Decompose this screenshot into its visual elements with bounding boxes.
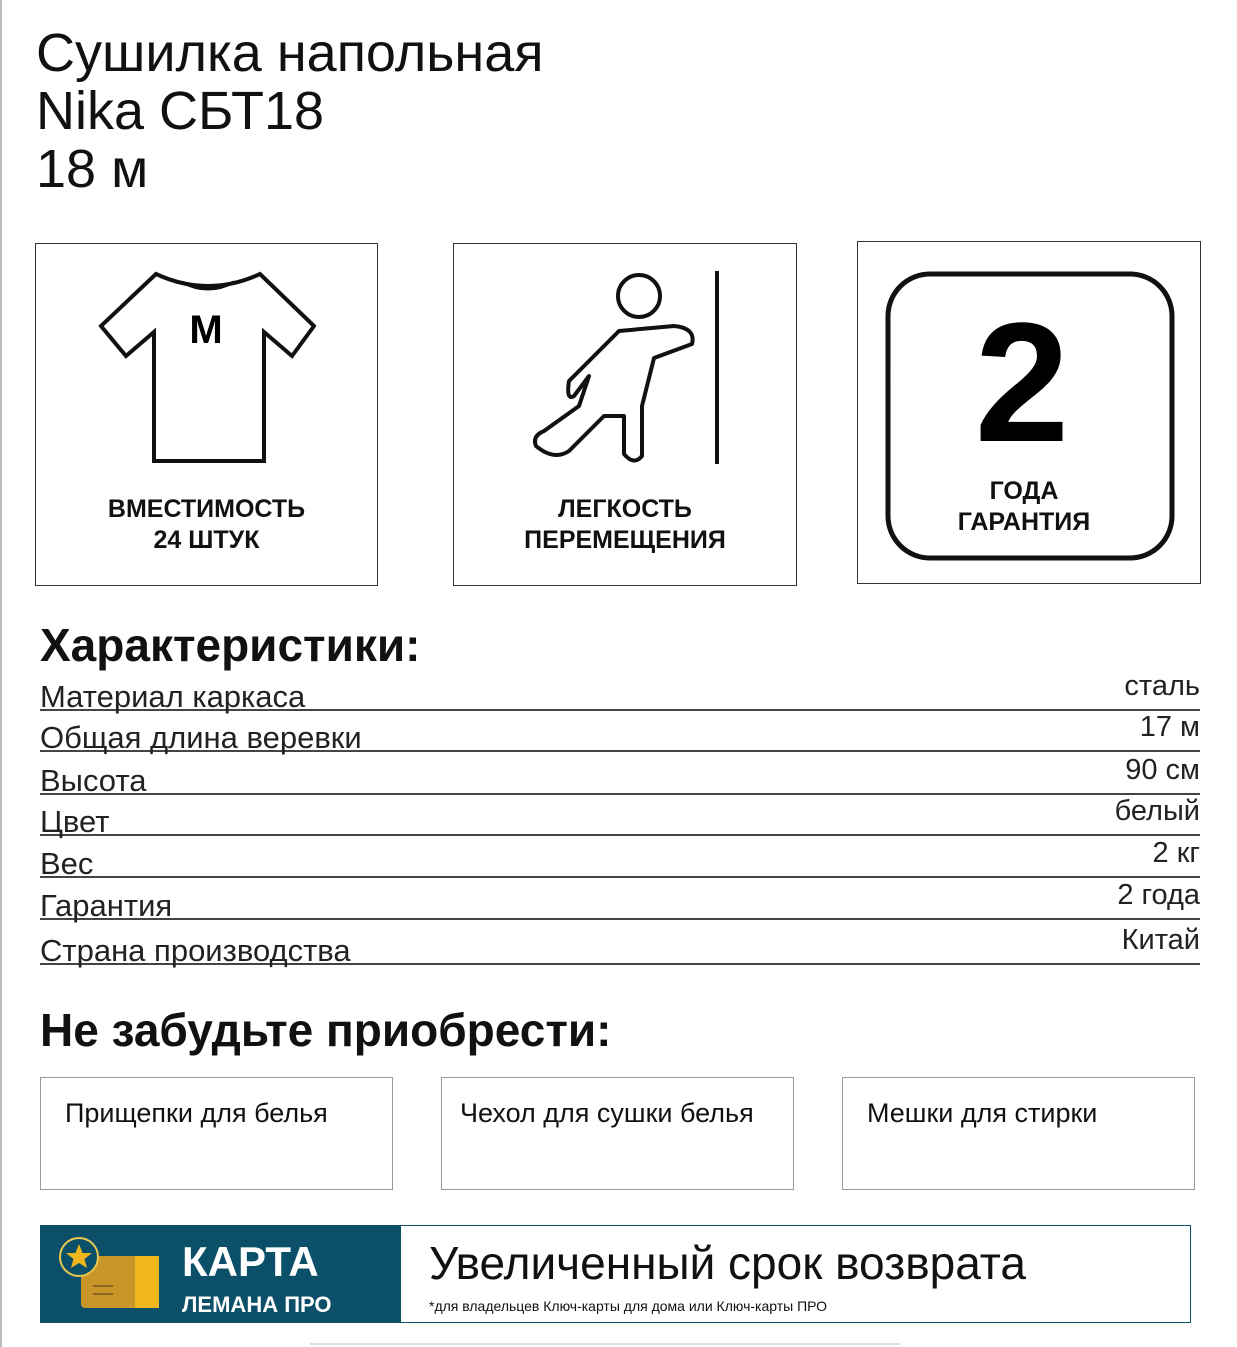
feature-warranty bbox=[857, 241, 1201, 584]
spec-key: Общая длина веревки bbox=[40, 720, 362, 755]
title-line: Nika СБТ18 bbox=[36, 81, 325, 141]
spec-row bbox=[40, 795, 1200, 839]
spec-key: Страна производства bbox=[40, 933, 351, 968]
spec-value: белый bbox=[1114, 795, 1200, 827]
page-edge bbox=[0, 0, 2, 1347]
tshirt-icon bbox=[96, 268, 316, 468]
accessory-card[interactable] bbox=[842, 1077, 1195, 1190]
spec-key: Гарантия bbox=[40, 888, 173, 923]
svg-text:M: M bbox=[189, 308, 223, 352]
loyalty-banner bbox=[40, 1225, 1191, 1323]
person-pushing-icon bbox=[524, 266, 734, 471]
accessory-label: Мешки для стирки bbox=[867, 1098, 1098, 1128]
card-star-icon bbox=[57, 1236, 163, 1316]
spec-row bbox=[40, 924, 1200, 968]
product-title bbox=[36, 24, 544, 198]
spec-key: Материал каркаса bbox=[40, 679, 306, 714]
svg-text:2: 2 bbox=[974, 288, 1070, 478]
accessory-card[interactable] bbox=[40, 1077, 393, 1190]
feature-caption: ВМЕСТИМОСТЬ 24 ШТУК bbox=[107, 495, 306, 554]
spec-row bbox=[40, 754, 1200, 798]
accessory-label: Чехол для сушки белья bbox=[460, 1098, 754, 1128]
spec-value: 17 м bbox=[1139, 711, 1200, 743]
spec-value: 2 года bbox=[1117, 879, 1200, 911]
specs-heading: Характеристики: bbox=[40, 619, 421, 671]
banner-title: Увеличенный срок возврата bbox=[429, 1237, 1026, 1289]
spec-row bbox=[40, 711, 1200, 755]
spec-key: Высота bbox=[40, 763, 147, 798]
feature-capacity bbox=[35, 243, 378, 586]
feature-mobility bbox=[453, 243, 797, 586]
feature-caption: ЛЕГКОСТЬ ПЕРЕМЕЩЕНИЯ bbox=[524, 495, 726, 554]
spec-value: 90 см bbox=[1125, 754, 1200, 786]
spec-row bbox=[40, 670, 1200, 714]
brand-name: КАРТА bbox=[182, 1238, 319, 1285]
brand-sub: ЛЕМАНА ПРО bbox=[182, 1292, 332, 1317]
spec-key: Цвет bbox=[40, 804, 110, 839]
accessory-label: Прищепки для белья bbox=[65, 1098, 328, 1128]
spec-value: Китай bbox=[1121, 924, 1200, 956]
spec-row bbox=[40, 879, 1200, 923]
accessories-heading: Не забудьте приобрести: bbox=[40, 1004, 612, 1056]
title-line: 18 м bbox=[36, 139, 149, 199]
spec-value: сталь bbox=[1124, 670, 1200, 702]
divider bbox=[310, 1343, 900, 1345]
banner-note: *для владельцев Ключ-карты для дома или Ключ-карты ПРО bbox=[429, 1298, 828, 1314]
banner-brand-panel bbox=[41, 1226, 401, 1322]
accessory-card[interactable] bbox=[441, 1077, 794, 1190]
spec-value: 2 кг bbox=[1152, 837, 1200, 869]
title-line: Сушилка напольная bbox=[36, 23, 544, 83]
spec-row bbox=[40, 837, 1200, 881]
spec-key: Вес bbox=[40, 846, 94, 881]
feature-caption: ГОДА ГАРАНТИЯ bbox=[957, 477, 1091, 536]
